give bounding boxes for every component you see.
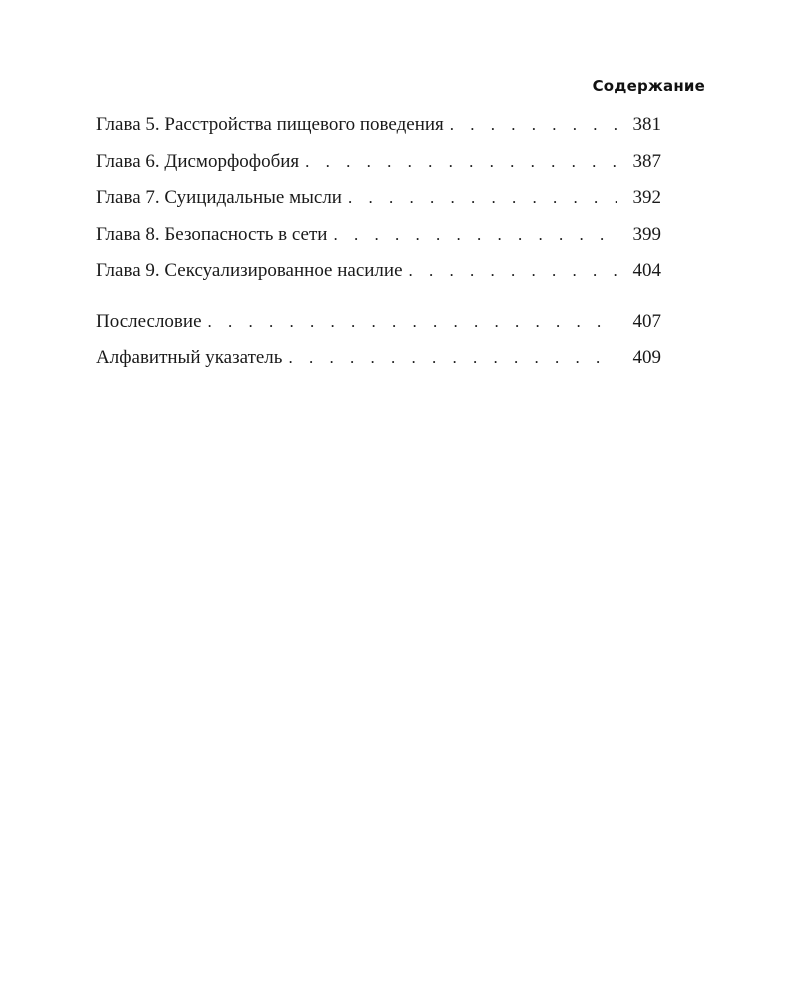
dot-leader: [409, 262, 617, 279]
toc-entry-page-number: 387: [632, 150, 661, 172]
dot-leader: [333, 226, 617, 243]
toc-entry-page-number: 404: [632, 260, 661, 281]
toc-entry-chapter-7[interactable]: [96, 187, 661, 224]
toc-entry-chapter-5[interactable]: [96, 114, 661, 151]
dot-leader: [348, 189, 617, 206]
toc-entry-title: Послесловие: [96, 310, 202, 332]
running-header: Содержание: [592, 77, 705, 95]
toc-entry-title: Глава 8. Безопасность в сети: [96, 223, 328, 245]
dot-leader: [288, 349, 617, 366]
toc-entry-title: Глава 9. Сексуализированное насилие: [96, 260, 403, 281]
toc-entry-page-number: 381: [632, 114, 661, 135]
dot-leader: [450, 116, 617, 133]
toc-entry-title: Алфавитный указатель: [96, 347, 283, 368]
toc-entry-chapter-8[interactable]: [96, 224, 661, 261]
toc-entry-chapter-9[interactable]: [96, 260, 661, 297]
toc-entry-page-number: 409: [632, 347, 661, 368]
toc-entry-page-number: 407: [632, 310, 661, 332]
toc-entry-afterword[interactable]: [96, 311, 661, 348]
dot-leader: [305, 153, 617, 170]
toc-chapters-group: [96, 114, 661, 297]
toc-entry-page-number: 392: [632, 187, 661, 208]
toc-entry-title: Глава 6. Дисморфофобия: [96, 150, 300, 172]
toc-entry-index[interactable]: [96, 347, 661, 384]
toc-entry-title: Глава 7. Суицидальные мысли: [96, 187, 342, 208]
toc-entry-page-number: 399: [632, 223, 661, 245]
toc-entry-chapter-6[interactable]: [96, 151, 661, 188]
toc-entry-title: Глава 5. Расстройства пищевого поведения: [96, 114, 444, 135]
table-of-contents: [96, 114, 661, 384]
dot-leader: [208, 313, 617, 330]
toc-back-matter-group: [96, 311, 661, 384]
